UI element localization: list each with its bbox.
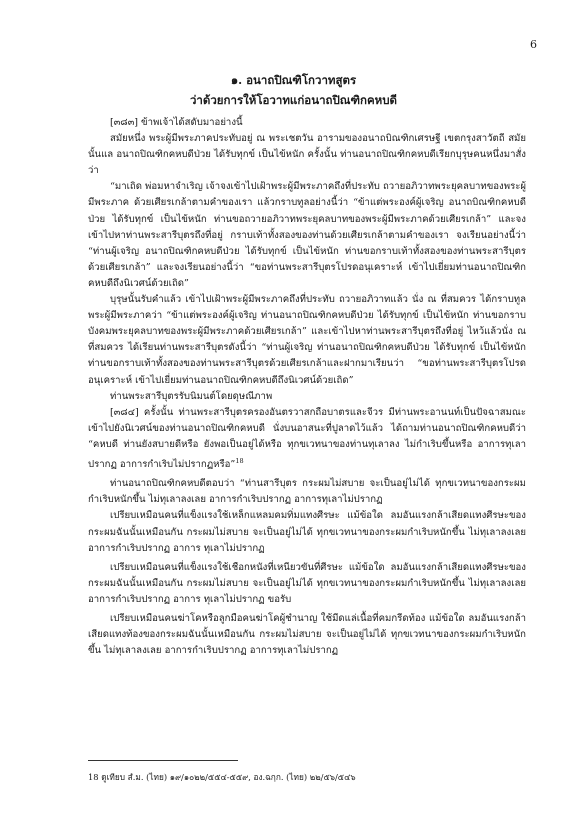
paragraph: ท่านพระสารีบุตรรับนิมนต์โดยดุษณีภาพ xyxy=(110,390,273,402)
paragraph: สมัยหนึ่ง พระผู้มีพระภาคประทับอยู่ ณ พระเชตวัน อารามของอนาถบิณฑิกเศรษฐี เขตกรุงสาวัตถี สมัยนั้นแล อนาถปิณฑิกคหบดีป่วย ได้รับทุกข์ เป็นไข้หนัก ครั้งนั้น ท่านอนาถปิณฑิกคหบดีเรียกบุรุษคนหนึ่งมาสั่งว่า xyxy=(88,133,526,177)
page-number: 6 xyxy=(530,38,537,51)
paragraph: [๓๘๓] ข้าพเจ้าได้สดับมาอย่างนี้ xyxy=(110,117,243,128)
paragraph: ท่านอนาถปิณฑิกคหบดีตอบว่า “ท่านสารีบุตร กระผมไม่สบาย จะเป็นอยู่ไม่ได้ ทุกขเวทนาของกระผมกำเริบหนักขึ้น ไม่ทุเลาลงเลย อาการกำเริบปรากฏ อาการทุเลาไม่ปรากฏ xyxy=(88,478,526,506)
paragraph: “มาเถิด พ่อมหาจำเริญ เจ้าจงเข้าไปเฝ้าพระผู้มีพระภาคถึงที่ประทับ ถวายอภิวาทพระยุคลบาทของพระผู้มีพระภาค ด้วยเศียรเกล้าตามคำของเรา แล้วกราบทูลอย่างนี้ว่า “ข้าแต่พระองค์ผู้เจริญ อนาถบิณฑิกคหบดีป่วย ได้รับทุกข์ เป็นไข้หนัก ท่านขอถวายอภิวาทพระยุคลบาทของพระผู้มีพระภาคด้วยเศียรเกล้า” และจงเข้าไปหาท่านพระสารีบุตรถึงที่อยู่ กราบเท้าทั้งสองของท่านด้วยเศียรเกล้าตามคำของเรา จงเรียนอย่างนี้ว่า “ท่านผู้เจริญ อนาถปิณฑิกคหบดีป่วย ได้รับทุกข์ เป็นไข้หนัก ท่านขอกราบเท้าทั้งสองของท่านพระสารีบุตรด้วยเศียรเกล้า” และจงเรียนอย่างนี้ว่า “ขอท่านพระสารีบุตรโปรดอนุเคราะห์ เข้าไปเยี่ยมท่านอนาถปิณฑิกคหบดีถึงนิเวศน์ด้วยเถิด” xyxy=(88,181,526,289)
sutta-title: ๑. อนาถปิณฑิโกวาทสูตร xyxy=(230,73,357,87)
paragraph: เปรียบเหมือนคนที่แข็งแรงใช้เหล็กแหลมคมทิ่มแทงศีรษะ แม้ข้อใด ลมอันแรงกล้าเสียดแทงศีรษะของกระผมฉันนั้นเหมือนกัน กระผมไม่สบาย จะเป็นอยู่ไม่ได้ ทุกขเวทนาของกระผมกำเริบหนักขึ้น ไม่ทุเลาลงเลย อาการกำเริบปรากฏ อาการ ทุเลาไม่ปรากฏ xyxy=(88,510,526,554)
footnote-divider xyxy=(88,760,238,761)
paragraph: บุรุษนั้นรับคำแล้ว เข้าไปเฝ้าพระผู้มีพระภาคถึงที่ประทับ ถวายอภิวาทแล้ว นั่ง ณ ที่สมควร ได้กราบทูลพระผู้มีพระภาคว่า “ข้าแต่พระองค์ผู้เจริญ ท่านอนาถปิณฑิกคหบดีป่วย ได้รับทุกข์ เป็นไข้หนัก ท่านขอกราบบังคมพระยุคลบาทของพระผู้มีพระภาคด้วยเศียรเกล้า” และเข้าไปหาท่านพระสารีบุตรถึงที่อยู่ ไหว้แล้วนั่ง ณ ที่สมควร ได้เรียนท่านพระสารีบุตรดังนี้ว่า “ท่านผู้เจริญ ท่านอนาถปิณฑิกคหบดีป่วย ได้รับทุกข์ เป็นไข้หนัก ท่านขอกราบเท้าทั้งสองของท่านพระสารีบุตรด้วยเศียรเกล้าและฝากมาเรียนว่า “ขอท่านพระสารีบุตรโปรดอนุเคราะห์ เข้าไปเยี่ยมท่านอนาถปิณฑิกคหบดีถึงนิเวศน์ด้วยเถิด” xyxy=(88,294,526,386)
footnote-reference: 18 xyxy=(235,456,244,465)
footnote: 18 ดูเทียบ สํ.ม. (ไทย) ๑๙/๑๐๒๒/๕๕๔-๕๕๙, อง.ฉกฺก. (ไทย) ๒๒/๕๖/๕๔๖ xyxy=(88,772,356,782)
sutta-subtitle: ว่าด้วยการให้โอวาทแก่อนาถปิณฑิกคหบดี xyxy=(189,93,398,107)
paragraph-text: [๓๘๔] ครั้งนั้น ท่านพระสารีบุตรครองอันตรวาสกถือบาตรและจีวร มีท่านพระอานนท์เป็นปัจฉาสมณะ เข้าไปยังนิเวศน์ของท่านอนาถปิณฑิกคหบดี นั่งบนอาสนะที่ปูลาดไว้แล้ว ได้ถามท่านอนาถปิณฑิกคหบดีว่า “คหบดี ท่านยังสบายดีหรือ ยังพอเป็นอยู่ได้หรือ ทุกขเวทนาของท่านทุเลาลง ไม่กำเริบขึ้นหรือ อาการทุเลาปรากฏ อาการกำเริบไม่ปรากฏหรือ” xyxy=(88,406,526,471)
paragraph-with-footnote xyxy=(88,405,526,474)
body-text xyxy=(88,115,526,659)
paragraph: เปรียบเหมือนคนฆ่าโคหรือลูกมือคนฆ่าโคผู้ชำนาญ ใช้มีดแล่เนื้อที่คมกรีดท้อง แม้ข้อใด ลมอันแรงกล้าเสียดแทงท้องของกระผมฉันนั้นเหมือนกัน กระผมไม่สบาย จะเป็นอยู่ไม่ได้ ทุกขเวทนาของกระผมกำเริบหนักขึ้น ไม่ทุเลาลงเลย อาการกำเริบปรากฏ อาการทุเลาไม่ปรากฏ xyxy=(88,613,526,657)
paragraph: เปรียบเหมือนคนที่แข็งแรงใช้เชือกหนังที่เหนียวขันที่ศีรษะ แม้ข้อใด ลมอันแรงกล้าเสียดแทงศีรษะของกระผมฉันนั้นเหมือนกัน กระผมไม่สบาย จะเป็นอยู่ไม่ได้ ทุกขเวทนาของกระผมกำเริบหนักขึ้น ไม่ทุเลาลงเลย อาการกำเริบปรากฏ อาการ ทุเลาไม่ปรากฏ ขอรับ xyxy=(88,561,526,605)
